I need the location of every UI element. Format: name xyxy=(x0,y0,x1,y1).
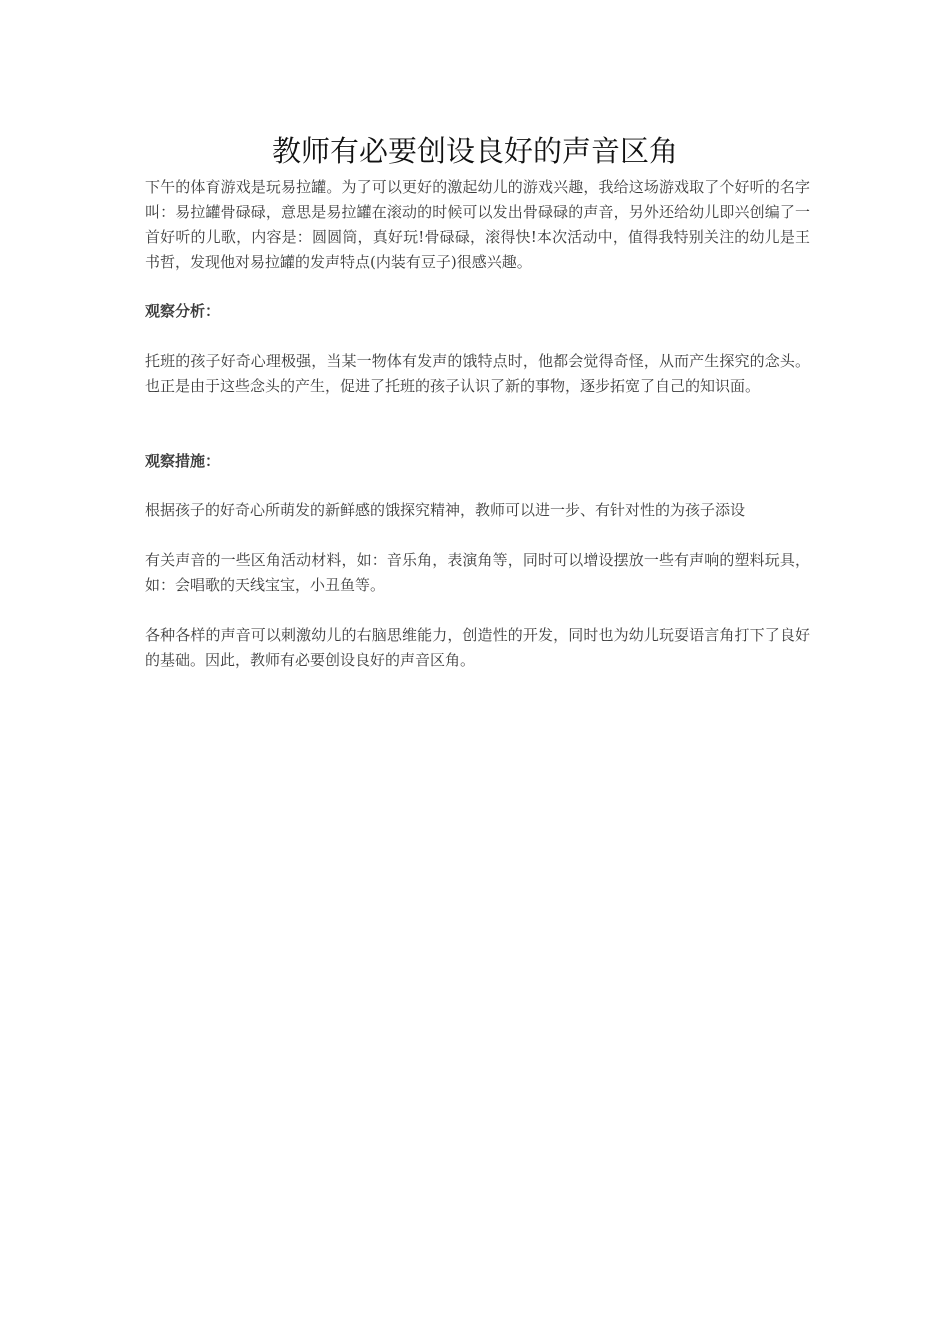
heading-observation-measures: 观察措施： xyxy=(145,452,221,470)
paragraph-measures-intro: 根据孩子的好奇心所萌发的新鲜感的饿探究精神，教师可以进一步、有针对性的为孩子添设 xyxy=(145,501,746,519)
heading-observation-analysis: 观察分析： xyxy=(145,302,221,320)
paragraph-measures-materials: 有关声音的一些区角活动材料，如：音乐角，表演角等，同时可以增设摆放一些有声响的塑料玩具，如：会唱歌的天线宝宝，小丑鱼等。 xyxy=(145,551,810,594)
document-title: 教师有必要创设良好的声音区角 xyxy=(271,134,678,168)
paragraph-analysis: 托班的孩子好奇心理极强，当某一物体有发声的饿特点时，他都会觉得奇怪，从而产生探究的念头。也正是由于这些念头的产生，促进了托班的孩子认识了新的事物，逐步拓宽了自己的知识面。 xyxy=(145,352,810,395)
paragraph-activity-description: 下午的体育游戏是玩易拉罐。为了可以更好的激起幼儿的游戏兴趣，我给这场游戏取了个好听的名字叫：易拉罐骨碌碌，意思是易拉罐在滚动的时候可以发出骨碌碌的声音，另外还给幼儿即兴创编了一首好听的儿歌，内容是：圆圆筒，真好玩!骨碌碌，滚得快!本次活动中，值得我特别关注的幼儿是王书哲，发现他对易拉罐的发声特点(内装有豆子)很感兴趣。 xyxy=(145,178,810,271)
paragraph-conclusion: 各种各样的声音可以刺激幼儿的右脑思维能力，创造性的开发，同时也为幼儿玩耍语言角打下了良好的基础。因此，教师有必要创设良好的声音区角。 xyxy=(145,626,810,669)
